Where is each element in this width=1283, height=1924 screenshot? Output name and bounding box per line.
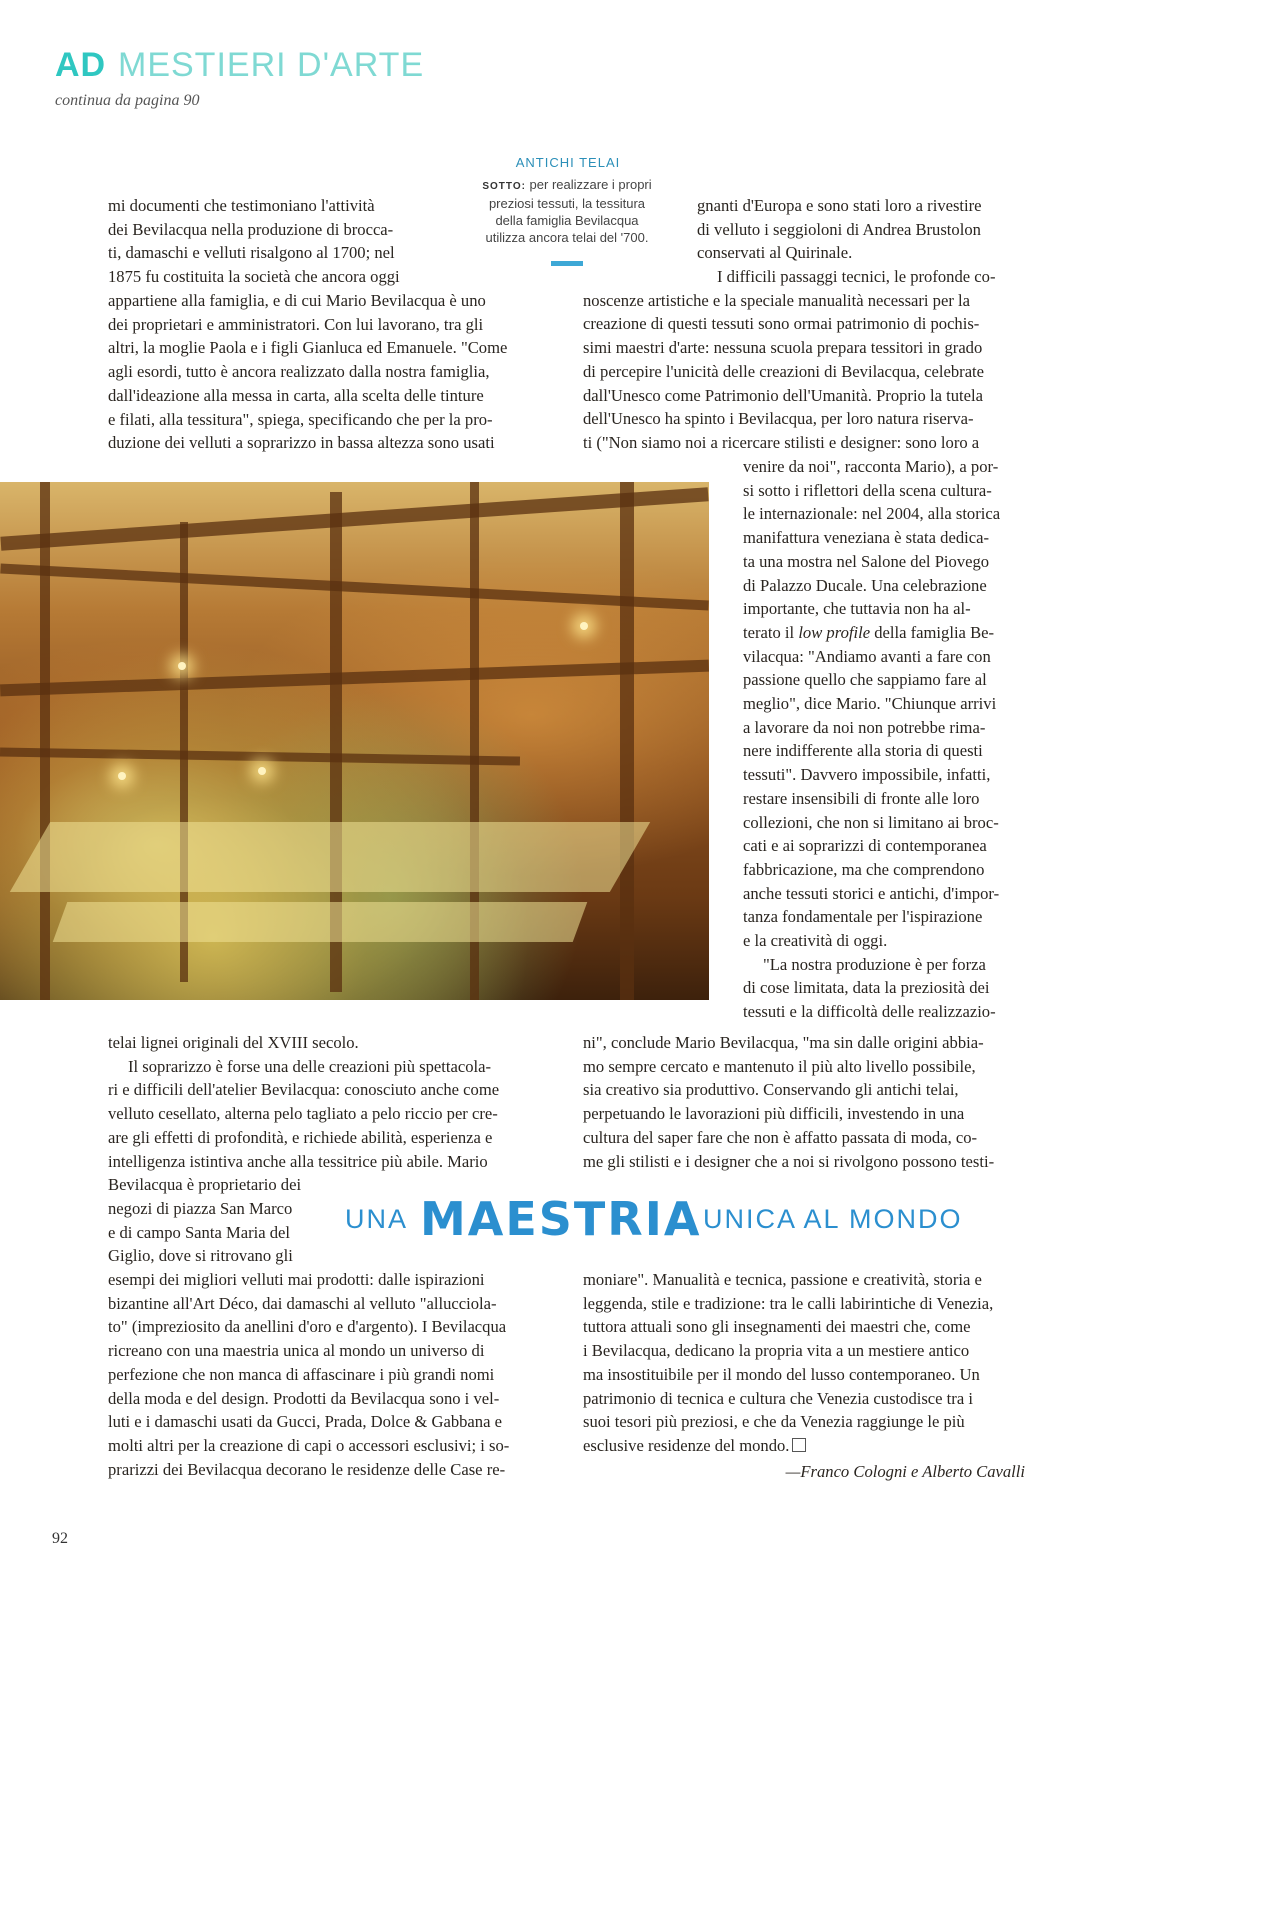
continued-from: continua da pagina 90 — [55, 92, 200, 109]
text-line: esempi dei migliori velluti mai prodotti: dalle ispirazioni — [108, 1270, 485, 1290]
article-col2-narrow — [743, 455, 1000, 1024]
text-line: appartiene alla famiglia, e di cui Mario Bevilacqua è uno — [108, 291, 486, 310]
text-line: ma insostituibile per il mondo del lusso contemporaneo. Un — [583, 1364, 980, 1384]
text-line: di velluto i seggioloni di Andrea Brustolon — [697, 219, 981, 239]
magazine-logo: AD — [55, 46, 107, 84]
text-line: mi documenti che testimoniano l'attività — [108, 196, 375, 215]
text-line: leggenda, stile e tradizione: tra le calli labirintiche di Venezia, — [583, 1293, 994, 1313]
text-fragment: terato il — [743, 622, 795, 642]
text-line: prarizzi dei Bevilacqua decorano le residenze delle Case re- — [108, 1459, 506, 1479]
section-title: MESTIERI D'ARTE — [118, 46, 425, 84]
text-line: creazione di questi tessuti sono ormai patrimonio di pochis- — [583, 314, 980, 334]
text-line: tuttora attuali sono gli insegnamenti dei maestri che, come — [583, 1317, 971, 1337]
text-line: patrimonio di tecnica e cultura che Venezia custodisce tra i — [583, 1388, 973, 1408]
text-line: ti, damaschi e velluti risalgono al 1700; nel — [108, 243, 395, 263]
text-line: cati e ai soprarizzi di contemporanea — [743, 836, 987, 856]
text-line: "La nostra produzione è per forza — [763, 954, 986, 974]
text-line: dei Bevilacqua nella produzione di brocca- — [108, 219, 394, 239]
text-line: manifattura veneziana è stata dedica- — [743, 528, 989, 548]
end-mark-icon — [792, 1438, 806, 1452]
text-line: e la creatività di oggi. — [743, 931, 888, 951]
text-line: e di campo Santa Maria del — [108, 1222, 291, 1242]
text-fragment: della famiglia Be- — [874, 622, 995, 642]
text-line: to" (impreziosito da anellini d'oro e d'argento). I Bevilacqua — [108, 1317, 507, 1337]
author-signature: —Franco Cologni e Alberto Cavalli — [785, 1462, 1025, 1481]
article-col1-top — [108, 194, 442, 289]
text-line: negozi di piazza San Marco — [108, 1198, 293, 1218]
loom-photo — [0, 482, 709, 1000]
text-line: restare insensibili di fronte alle loro — [743, 788, 980, 808]
caption-text — [462, 176, 672, 246]
pullquote-pre: UNA — [345, 1204, 409, 1234]
article-col2-top — [697, 194, 982, 265]
text-line: 1875 fu costituita la società che ancora oggi — [108, 267, 400, 287]
caption-line: della famiglia Bevilacqua — [495, 213, 639, 228]
text-line: tanza fondamentale per l'ispirazione — [743, 907, 983, 927]
pullquote-main: MAESTRIA — [420, 1192, 702, 1246]
text-line: importante, che tuttavia non ha al- — [743, 599, 971, 619]
text-line: perfezione che non manca di affascinare i più grandi nomi — [108, 1364, 495, 1384]
text-line: are gli effetti di profondità, e richiede abilità, esperienza e — [108, 1127, 493, 1147]
caption-line: utilizza ancora telai del '700. — [485, 230, 649, 245]
text-line: perpetuando le lavorazioni più difficili, investendo in una — [583, 1104, 965, 1124]
text-line: i Bevilacqua, dedicano la propria vita a un mestiere antico — [583, 1341, 970, 1361]
caption-line: preziosi tessuti, la tessitura — [488, 196, 646, 211]
text-line: di Palazzo Ducale. Una celebrazione — [743, 575, 987, 595]
text-line: altri, la moglie Paola e i figli Gianluca ed Emanuele. "Come — [108, 338, 508, 358]
text-line: della moda e del design. Prodotti da Bevilacqua sono i vel- — [108, 1388, 500, 1408]
text-line — [743, 621, 1000, 645]
caption-line: per realizzare i propri — [529, 177, 652, 192]
text-line: mo sempre cercato e mantenuto il più alto livello possibile, — [583, 1056, 976, 1076]
text-line: I difficili passaggi tecnici, le profonde co- — [717, 267, 996, 286]
caption-divider — [551, 261, 583, 266]
italic-term: low profile — [798, 622, 871, 642]
text-line: si sotto i riflettori della scena cultura- — [743, 480, 992, 500]
text-line: collezioni, che non si limitano ai broc- — [743, 812, 999, 832]
text-line: cultura del saper fare che non è affatto passata di moda, co- — [583, 1127, 978, 1147]
text-line: venire da noi", racconta Mario), a por- — [743, 457, 999, 476]
text-line: Giglio, dove si ritrovano gli — [108, 1246, 293, 1266]
article-col1-top-wide — [108, 289, 550, 455]
text-line: ni", conclude Mario Bevilacqua, "ma sin dalle origini abbia- — [583, 1033, 984, 1052]
page-number: 92 — [52, 1530, 68, 1547]
text-line: passione quello che sappiamo fare al — [743, 670, 987, 690]
text-line: molti altri per la creazione di capi o accessori esclusivi; i so- — [108, 1435, 510, 1455]
article-col2-wide — [583, 265, 995, 455]
text-line: luti e i damaschi usati da Gucci, Prada, Dolce & Gabbana e — [108, 1412, 502, 1432]
caption-lead: SOTTO: — [482, 181, 526, 192]
text-line: simi maestri d'arte: nessuna scuola prepara tessitori in grado — [583, 338, 983, 358]
text-line: intelligenza istintiva anche alla tessitrice più abile. Mario — [108, 1151, 488, 1171]
article-col2-bottom — [583, 1268, 993, 1458]
text-line — [583, 1434, 993, 1458]
text-line: ri e difficili dell'atelier Bevilacqua: conosciuto anche come — [108, 1080, 500, 1100]
text-line: suoi tesori più preziosi, e che da Venezia raggiunge le più — [583, 1412, 965, 1432]
text-line: e filati, alla tessitura", spiega, specificando che per la pro- — [108, 409, 493, 429]
text-line: nere indifferente alla storia di questi — [743, 741, 983, 761]
text-line: gnanti d'Europa e sono stati loro a rivestire — [697, 196, 982, 215]
text-line: di cose limitata, data la preziosità dei — [743, 978, 990, 998]
text-line: dei proprietari e amministratori. Con lui lavorano, tra gli — [108, 314, 484, 334]
text-line: ricreano con una maestria unica al mondo un universo di — [108, 1341, 485, 1361]
text-line: agli esordi, tutto è ancora realizzato dalla nostra famiglia, — [108, 362, 490, 382]
text-line: telai lignei originali del XVIII secolo. — [108, 1033, 359, 1052]
text-line: sia creativo sia produttivo. Conservando gli antichi telai, — [583, 1080, 959, 1100]
text-line: dall'ideazione alla messa in carta, alla scelta delle tinture — [108, 385, 484, 405]
text-line: le internazionale: nel 2004, alla storica — [743, 504, 1001, 524]
text-line: fabbricazione, ma che comprendono — [743, 859, 985, 879]
text-line: noscenze artistiche e la speciale manualità necessari per la — [583, 290, 970, 310]
text-line: moniare". Manualità e tecnica, passione e creatività, storia e — [583, 1270, 982, 1289]
text-line: me gli stilisti e i designer che a noi si rivolgono possono testi- — [583, 1151, 995, 1171]
text-line: Bevilacqua è proprietario dei — [108, 1175, 302, 1195]
text-line: ti ("Non siamo noi a ricercare stilisti e designer: sono loro a — [583, 432, 980, 452]
article-col1-mid — [108, 1031, 550, 1481]
text-line: duzione dei velluti a soprarizzo in bassa altezza sono usati — [108, 433, 495, 453]
text-line: velluto cesellato, alterna pelo tagliato a pelo riccio per cre- — [108, 1104, 498, 1124]
article-col2-mid — [583, 1031, 994, 1173]
text-line: vilacqua: "Andiamo avanti a fare con — [743, 646, 991, 666]
text-line: anche tessuti storici e antichi, d'impor- — [743, 883, 1000, 903]
text-line: tessuti e la difficoltà delle realizzazio- — [743, 1002, 996, 1022]
text-line: a lavorare da noi non potrebbe rima- — [743, 717, 986, 737]
text-line: dell'Unesco ha spinto i Bevilacqua, per loro natura riserva- — [583, 409, 974, 429]
text-line: meglio", dice Mario. "Chiunque arrivi — [743, 694, 997, 714]
text-line: dall'Unesco come Patrimonio dell'Umanità. Proprio la tutela — [583, 385, 983, 405]
text-line: Il soprarizzo è forse una delle creazioni più spettacola- — [128, 1056, 492, 1076]
text-line: tessuti". Davvero impossibile, infatti, — [743, 765, 991, 785]
pullquote-post: UNICA AL MONDO — [703, 1204, 963, 1234]
caption-title: ANTICHI TELAI — [515, 155, 621, 170]
text-line: ta una mostra nel Salone del Piovego — [743, 551, 990, 571]
text-line: di percepire l'unicità delle creazioni di Bevilacqua, celebrate — [583, 361, 985, 381]
text-fragment: esclusive residenze del mondo. — [583, 1435, 790, 1455]
text-line: bizantine all'Art Déco, dai damaschi al velluto "allucciola- — [108, 1293, 497, 1313]
text-line: conservati al Quirinale. — [697, 243, 853, 263]
